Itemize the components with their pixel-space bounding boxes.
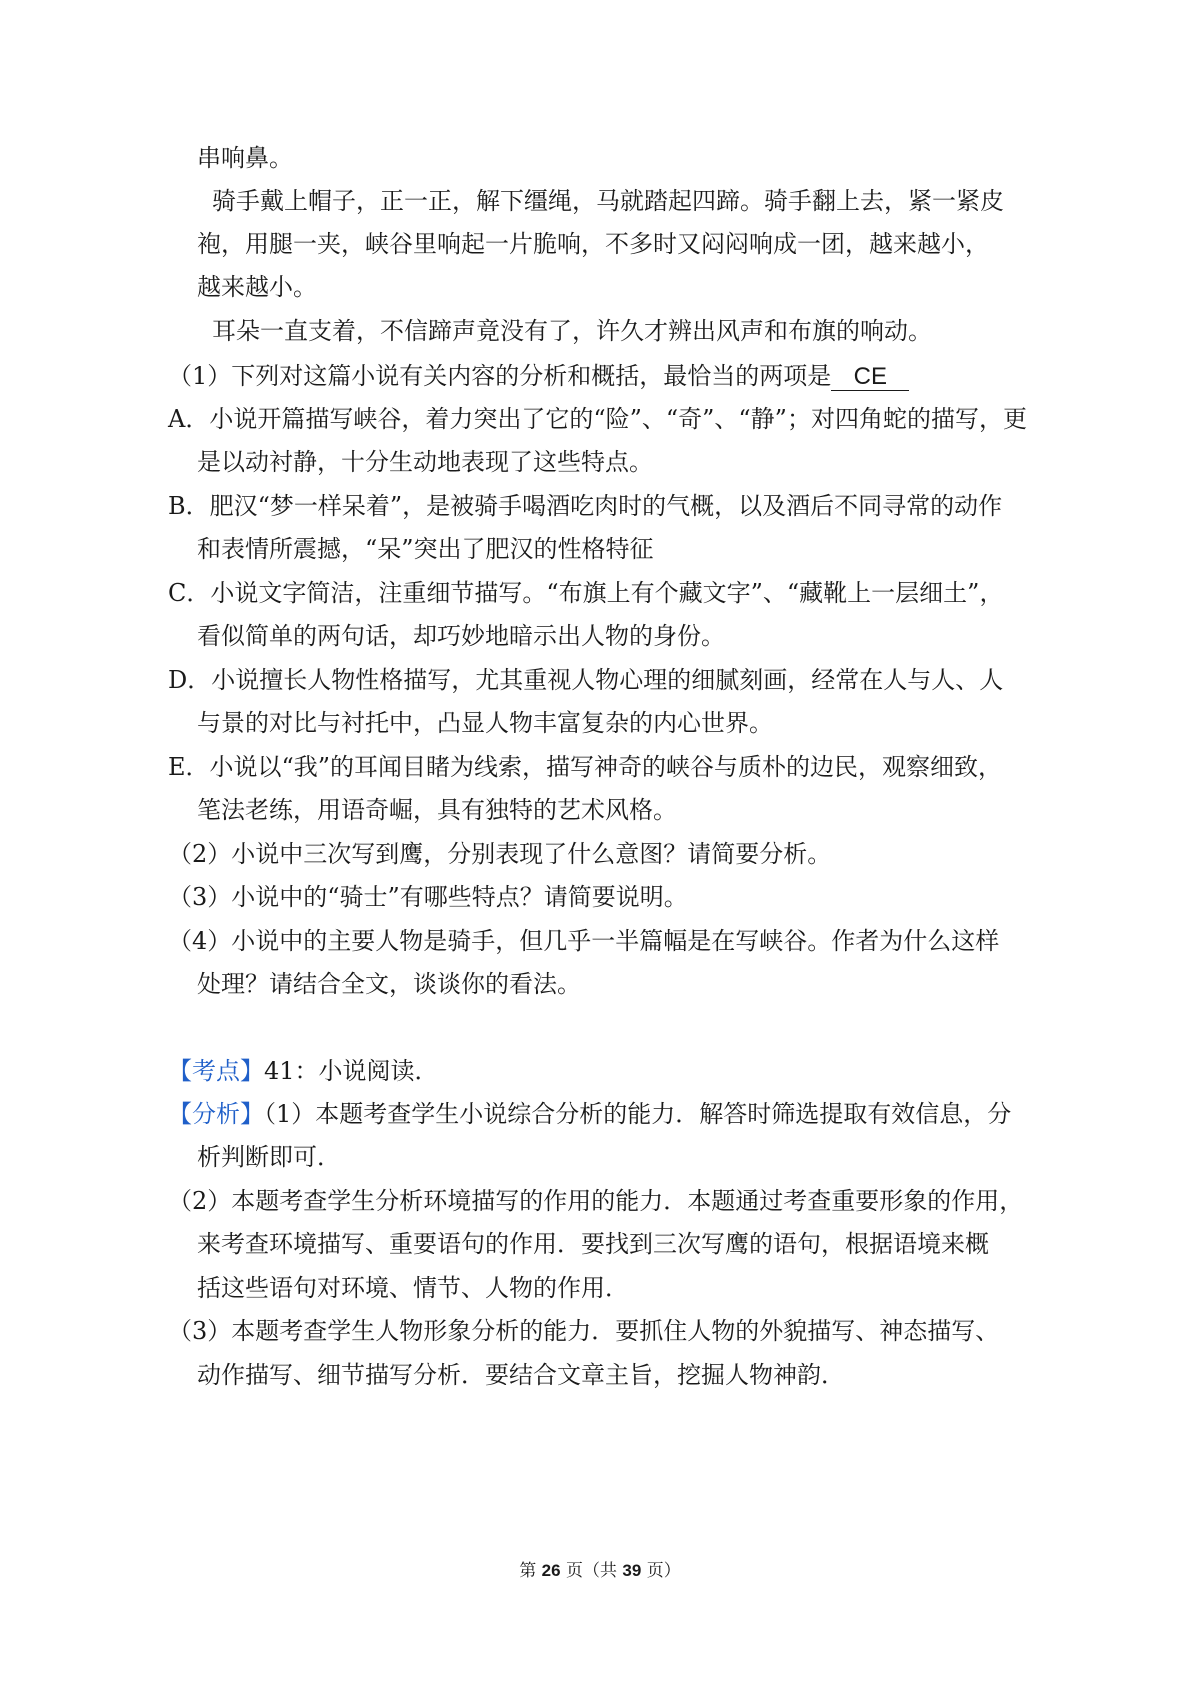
footer-suffix: 页） [646, 1561, 681, 1581]
option-d-cont: 与景的对比与衬托中，凸显人物丰富复杂的内心世界。 [197, 709, 773, 737]
option-b-cont: 和表情所震撼，“呆”突出了肥汉的性格特征 [197, 535, 654, 563]
fenxi-line: 括这些语句对环境、情节、人物的作用． [197, 1274, 629, 1302]
question-4-cont: 处理？请结合全文，谈谈你的看法。 [197, 970, 581, 998]
story-paragraph-line: 越来越小。 [197, 273, 317, 301]
question-1-prompt: （1）下列对这篇小说有关内容的分析和概括，最恰当的两项是 [168, 362, 832, 390]
story-paragraph-line: 袍，用腿一夹，峡谷里响起一片脆响，不多时又闷闷响成一团，越来越小， [197, 230, 989, 258]
kaodian-text: 41：小说阅读． [264, 1057, 439, 1085]
kaodian-section [168, 1056, 439, 1086]
option-b: B．肥汉“梦一样呆着”，是被骑手喝酒吃肉时的气概，以及酒后不同寻常的动作 [168, 492, 1003, 520]
answer-blank: CE [831, 364, 909, 391]
fenxi-section [168, 1099, 1011, 1129]
fenxi-line: 动作描写、细节描写分析．要结合文章主旨，挖掘人物神韵． [197, 1361, 845, 1389]
story-paragraph-line: 耳朵一直支着，不信蹄声竟没有了，许久才辨出风声和布旗的响动。 [212, 317, 932, 345]
story-paragraph-line: 骑手戴上帽子，正一正，解下缰绳，马就踏起四蹄。骑手翻上去，紧一紧皮 [212, 187, 1004, 215]
question-4: （4）小说中的主要人物是骑手，但几乎一半篇幅是在写峡谷。作者为什么这样 [168, 927, 1000, 955]
option-e: E．小说以“我”的耳闻目睹为线索，描写神奇的峡谷与质朴的边民，观察细致， [168, 753, 1003, 781]
page-total: 39 [622, 1561, 642, 1580]
fenxi-line: 析判断即可． [197, 1143, 341, 1171]
question-3: （3）小说中的“骑士”有哪些特点？请简要说明。 [168, 883, 688, 911]
fenxi-line: （3）本题考查学生人物形象分析的能力．要抓住人物的外貌描写、神态描写、 [168, 1317, 1000, 1345]
page-footer [0, 1560, 1200, 1582]
footer-prefix: 第 [519, 1561, 537, 1581]
question-1 [168, 361, 909, 391]
option-d: D．小说擅长人物性格描写，尤其重视人物心理的细腻刻画，经常在人与人、人 [168, 666, 1004, 694]
page-number: 26 [541, 1561, 561, 1580]
question-2: （2）小说中三次写到鹰，分别表现了什么意图？请简要分析。 [168, 840, 832, 868]
fenxi-line: （1）本题考查学生小说综合分析的能力．解答时筛选提取有效信息，分 [264, 1100, 1012, 1128]
fenxi-tag: 【分析】 [168, 1100, 264, 1128]
option-a-cont: 是以动衬静，十分生动地表现了这些特点。 [197, 448, 653, 476]
option-a: A．小说开篇描写峡谷，着力突出了它的“险”、“奇”、“静”；对四角蛇的描写，更 [168, 405, 1027, 433]
footer-mid: 页（共 [566, 1561, 617, 1581]
story-paragraph-tail: 串响鼻。 [197, 144, 293, 172]
option-c-cont: 看似简单的两句话，却巧妙地暗示出人物的身份。 [197, 622, 725, 650]
option-c: C．小说文字简洁，注重细节描写。“布旗上有个藏文字”、“藏靴上一层细土”， [168, 579, 1004, 607]
option-e-cont: 笔法老练，用语奇崛，具有独特的艺术风格。 [197, 796, 677, 824]
fenxi-line: （2）本题考查学生分析环境描写的作用的能力．本题通过考查重要形象的作用， [168, 1187, 1024, 1215]
kaodian-tag: 【考点】 [168, 1057, 264, 1085]
fenxi-line: 来考查环境描写、重要语句的作用．要找到三次写鹰的语句，根据语境来概 [197, 1230, 989, 1258]
